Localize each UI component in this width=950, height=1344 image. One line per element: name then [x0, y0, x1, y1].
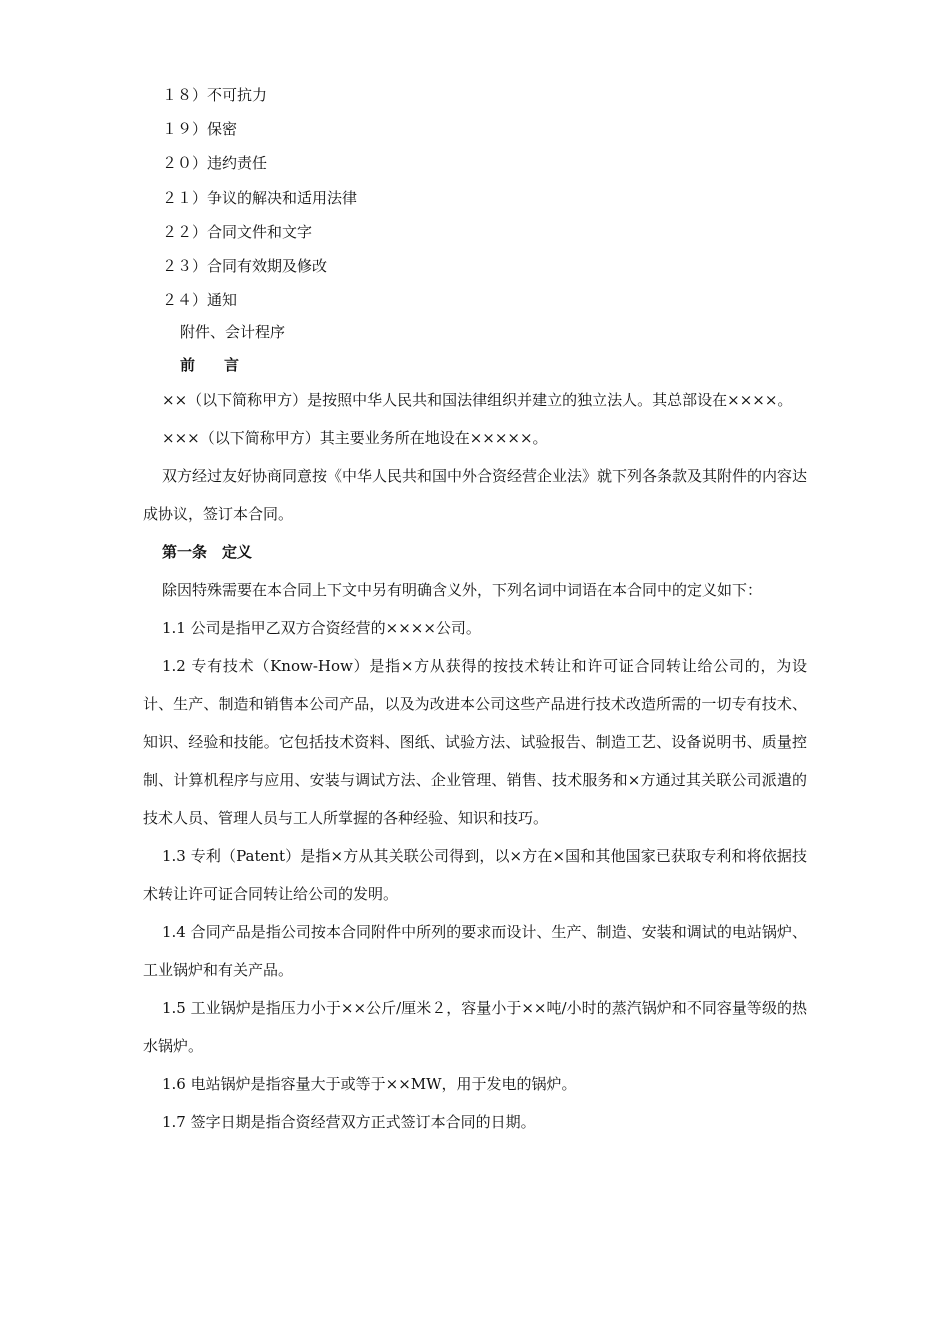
paragraph: ××（以下简称甲方）是按照中华人民共和国法律组织并建立的独立法人。其总部设在××××。 — [162, 391, 793, 409]
definition-item: 1.1 公司是指甲乙双方合资经营的××××公司。 — [162, 619, 481, 637]
definition-item: 1.7 签字日期是指合资经营双方正式签订本合同的日期。 — [162, 1113, 536, 1131]
definition-item: 1.4 合同产品是指公司按本合同附件中所列的要求而设计、生产、制造、安装和调试的电站锅炉、工业锅炉和有关产品。 — [143, 923, 807, 979]
document-body — [143, 381, 807, 1141]
toc-item: ２３）合同有效期及修改 — [162, 256, 328, 275]
toc-item: １９）保密 — [162, 120, 238, 139]
definition-item: 1.2 专有技术（Know-How）是指×方从获得的按技术转让和许可证合同转让给公司的，为设计、生产、制造和销售本公司产品，以及为改进本公司这些产品进行技术改造所需的一切专有技术、知识、经验和技能。它包括技术资料、图纸、试验方法、试验报告、制造工艺、设备说明书、质量控制、计算机程序与应用、安装与调试方法、企业管理、销售、技术服务和×方通过其关联公司派遣的技术人员、管理人员与工人所掌握的各种经验、知识和技巧。 — [143, 657, 807, 827]
definition-item: 1.5 工业锅炉是指压力小于××公斤/厘米２，容量小于××吨/小时的蒸汽锅炉和不同容量等级的热水锅炉。 — [143, 999, 807, 1055]
toc-item: ２２）合同文件和文字 — [162, 222, 313, 241]
table-of-contents — [162, 78, 662, 317]
paragraph: ×××（以下简称甲方）其主要业务所在地设在×××××。 — [162, 429, 548, 447]
preface-heading-part: 言 — [224, 356, 241, 374]
article-heading: 第一条 定义 — [162, 543, 253, 561]
toc-item: ２１）争议的解决和适用法律 — [162, 188, 358, 207]
paragraph: 双方经过友好协商同意按《中华人民共和国中外合资经营企业法》就下列各条款及其附件的内容达成协议，签订本合同。 — [143, 467, 808, 523]
preface-heading — [180, 350, 240, 380]
preface-heading-part: 前 — [180, 356, 197, 374]
toc-appendix: 附件、会计程序 — [180, 323, 286, 341]
paragraph: 除因特殊需要在本合同上下文中另有明确含义外，下列名词中词语在本合同中的定义如下： — [162, 581, 763, 599]
definition-item: 1.6 电站锅炉是指容量大于或等于××MW，用于发电的锅炉。 — [162, 1075, 577, 1093]
toc-item: １８）不可抗力 — [162, 86, 268, 104]
toc-item: ２０）违约责任 — [162, 154, 268, 173]
definition-item: 1.3 专利（Patent）是指×方从其关联公司得到，以×方在×国和其他国家已获取专利和将依据技术转让许可证合同转让给公司的发明。 — [143, 847, 807, 903]
toc-item: ２４）通知 — [162, 291, 238, 310]
